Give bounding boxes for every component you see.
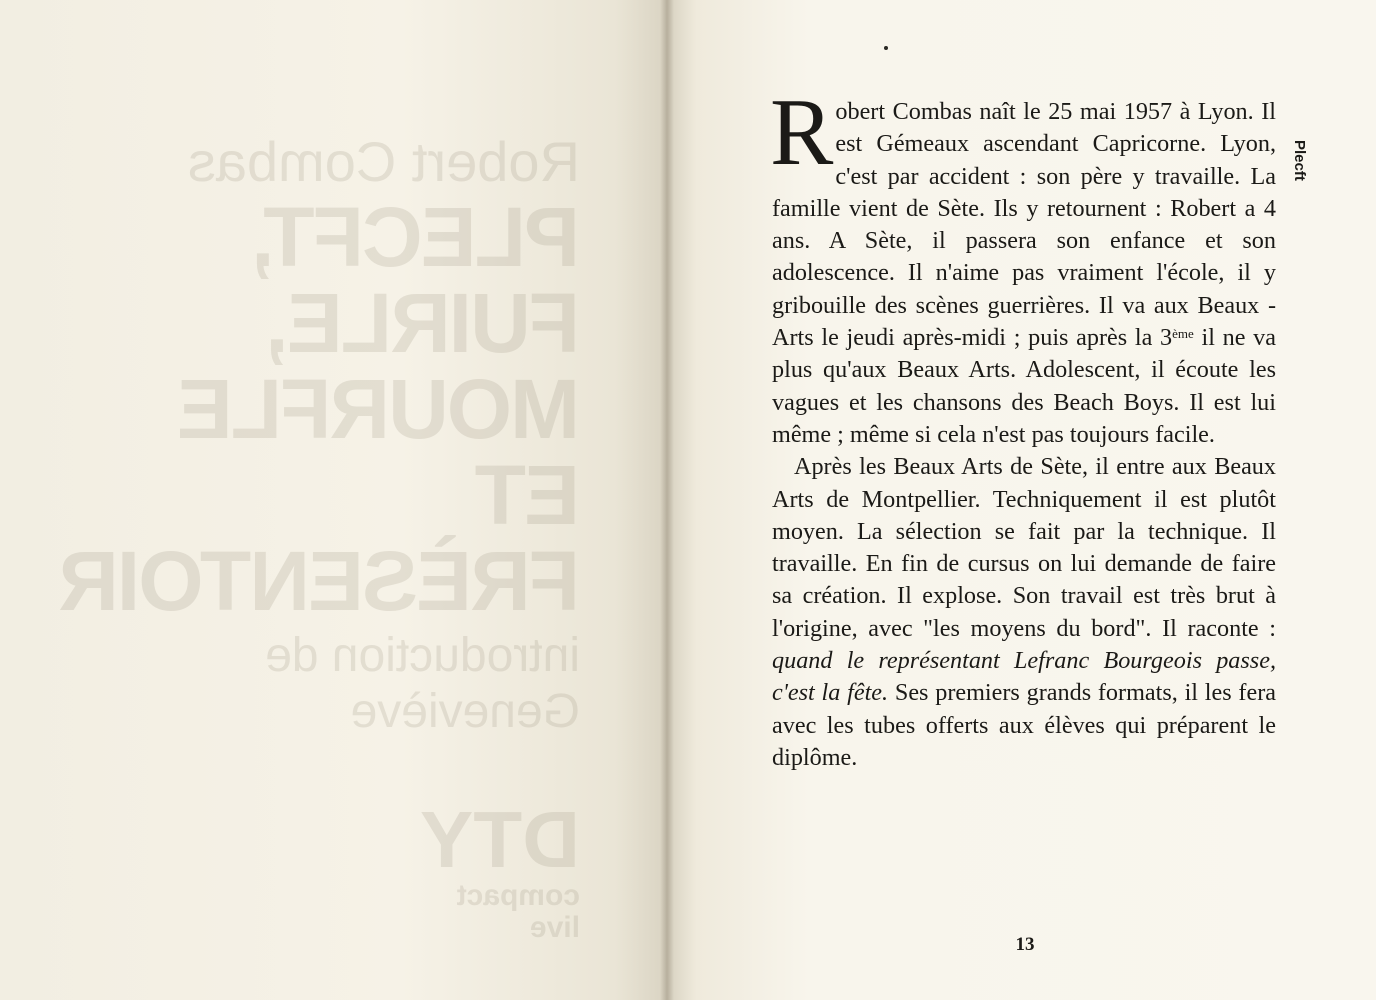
paragraph-2-end: Ses premiers grands formats, il les fera avec les tubes offerts aux élèves qui préparent le diplôme.	[772, 679, 1276, 771]
ghost-publisher-sub: compact	[456, 879, 580, 912]
left-page	[0, 0, 668, 1000]
body-text	[770, 79, 1276, 774]
drop-cap: R	[770, 79, 834, 185]
italic-quote: quand le représentant Lefranc Bourgeois passe, c'est la fête.	[772, 647, 1276, 707]
ghost-title-line: FUIRLE,	[267, 276, 580, 370]
paragraph-1	[770, 79, 1276, 451]
running-head: Plecft	[1291, 140, 1308, 181]
ink-speck	[884, 46, 888, 50]
ghost-title-line: MOURFLE	[178, 362, 580, 456]
page-number: 13	[1015, 934, 1035, 955]
paragraph-1-text: obert Combas naît le 25 mai 1957 à Lyon. Il est Gémeaux ascendant Capricorne. Lyon, c'est par accident : son père y travaille. La famille vient de Sète. Ils y retournent : Robert a 4 ans. A Sète, il passera son enfance et son adolescence. Il n'aime pas vraiment l'école, il y gribouille des scènes guerrières. Il va aux Beaux - Arts le jeudi après-midi ; puis après la 3	[772, 98, 1276, 352]
paragraph-1-end: il ne va plus qu'aux Beaux Arts. Adolescent, il écoute les vagues et les chansons des Beach Boys. Il est lui même ; même si cela n'est pas toujours facile.	[772, 324, 1276, 448]
paragraph-2	[772, 451, 1276, 774]
ordinal-superscript: ème	[1172, 326, 1194, 342]
ghost-author: Robert Combas	[187, 130, 580, 193]
ghost-title-line: ET	[476, 448, 580, 542]
book-gutter	[660, 0, 674, 1000]
ghost-title-line: PLECFT,	[253, 190, 580, 284]
ghost-introduction: introduction de Geneviève	[265, 629, 580, 738]
ghost-publisher-sub: live	[529, 911, 580, 944]
ghost-title-line: FRÈSENTOIR	[60, 534, 580, 628]
bleed-through-cover-text	[60, 130, 580, 944]
ghost-publisher: DTY	[420, 795, 580, 884]
paragraph-2-text: Après les Beaux Arts de Sète, il entre aux Beaux Arts de Montpellier. Techniquement il est plutôt moyen. La sélection se fait par la technique. Il travaille. En fin de cursus on lui demande de faire sa création. Il explose. Son travail est très brut à l'origine, avec "les moyens du bord". Il raconte :	[772, 453, 1276, 642]
